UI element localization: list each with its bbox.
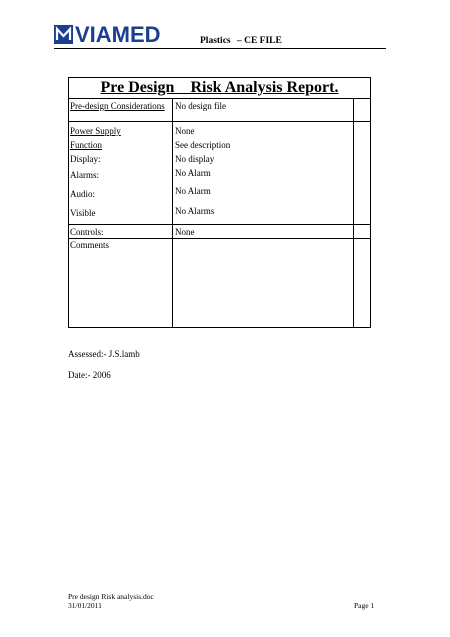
row-label: Pre-design Considerations	[70, 101, 165, 111]
row-value: No display	[175, 154, 215, 164]
column-divider	[353, 98, 354, 327]
row-value: No Alarm	[175, 168, 211, 178]
column-divider	[172, 98, 173, 327]
row-label: Comments	[70, 240, 110, 250]
viamed-logo-icon	[54, 25, 73, 44]
assessment-date: Date:- 2006	[68, 370, 111, 380]
row-label: Function	[70, 140, 103, 150]
row-value: No Alarms	[175, 206, 215, 216]
row-value: No Alarm	[175, 186, 211, 196]
row-value: No design file	[175, 101, 226, 111]
assessed-by: Assessed:- J.S.lamb	[68, 349, 140, 359]
footer-filename: Pre design Risk analysis.doc	[68, 592, 154, 601]
row-divider	[69, 224, 370, 225]
row-label: Alarms:	[70, 170, 99, 180]
brand-name: VIAMED	[75, 22, 161, 47]
row-label: Visible	[70, 208, 96, 218]
risk-analysis-table	[68, 77, 371, 328]
row-divider	[69, 238, 370, 239]
row-label: Controls:	[70, 227, 104, 237]
header-divider	[54, 48, 386, 49]
row-value: None	[175, 227, 195, 237]
file-type: – CE FILE	[236, 36, 282, 46]
viamed-logo	[54, 22, 161, 47]
row-label: Power Supply	[70, 126, 121, 136]
footer-date: 31/01/2011	[68, 601, 102, 610]
header-title	[200, 36, 282, 46]
report-title: Pre Design Risk Analysis Report.	[100, 79, 339, 96]
row-label: Audio:	[70, 189, 96, 199]
row-value: See description	[175, 140, 231, 150]
table-title-row	[69, 78, 370, 99]
doc-type: Plastics	[200, 36, 231, 46]
row-label: Display:	[70, 154, 101, 164]
row-value: None	[175, 126, 195, 136]
footer-page-number: Page 1	[354, 601, 375, 610]
row-divider	[69, 121, 370, 122]
